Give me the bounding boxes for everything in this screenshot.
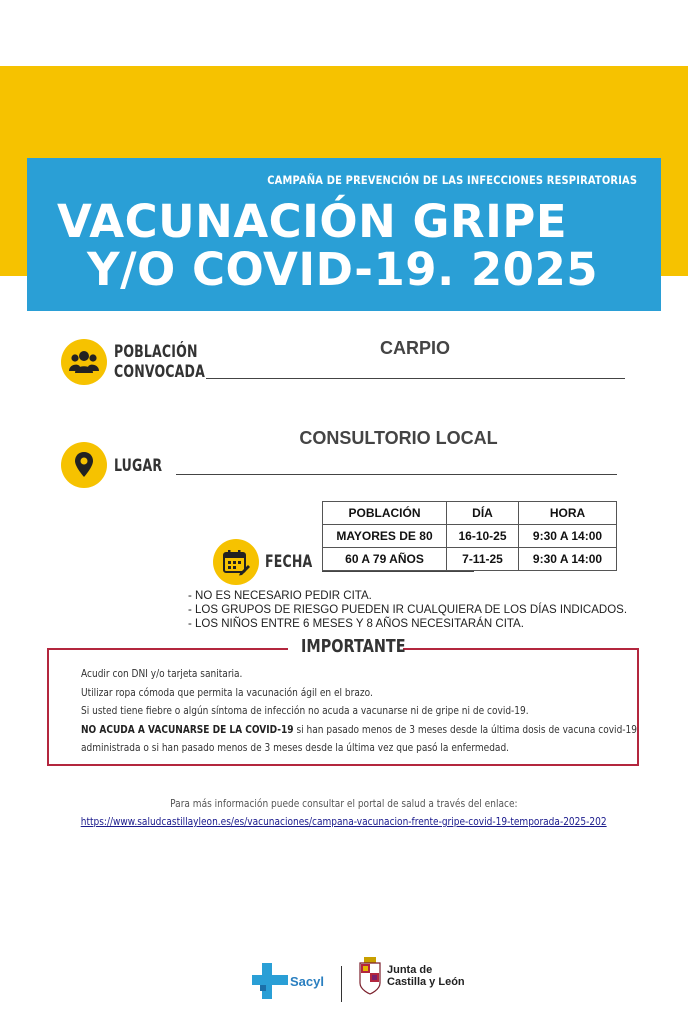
poblacion-underline: [206, 378, 625, 379]
important-line: NO ACUDA A VACUNARSE DE LA COVID-19 si han pasado menos de 3 meses desde la última dosis de vacuna covid-19: [81, 722, 638, 736]
important-text: [81, 665, 637, 758]
table-cell: 9:30 A 14:00: [519, 548, 617, 571]
note-item: - LOS NIÑOS ENTRE 6 MESES Y 8 AÑOS NECESITARÁN CITA.: [188, 618, 524, 630]
location-pin-icon: [61, 442, 107, 488]
title-line-2: Y/O COVID-19. 2025: [87, 243, 599, 296]
column-header: DÍA: [447, 502, 519, 525]
note-item: - LOS GRUPOS DE RIESGO PUEDEN IR CUALQUIERA DE LOS DÍAS INDICADOS.: [188, 604, 628, 616]
table-cell: 60 A 79 AÑOS: [323, 548, 447, 571]
important-line: Acudir con DNI y/o tarjeta sanitaria.: [81, 667, 243, 680]
fecha-label: FECHA: [265, 552, 313, 572]
column-header: POBLACIÓN: [323, 502, 447, 525]
sacyl-logo: [252, 963, 324, 999]
important-line: Si usted tiene fiebre o algún síntoma de infección no acuda a vacunarse ni de gripe ni de covid-19.: [81, 704, 529, 717]
table-header-row: [323, 502, 617, 525]
schedule-table: [322, 501, 617, 571]
poblacion-label: POBLACIÓN CONVOCADA: [114, 342, 205, 382]
table-row: [323, 548, 617, 571]
lugar-value: CONSULTORIO LOCAL: [299, 428, 498, 448]
fecha-underline: [322, 571, 474, 572]
notes-list: [188, 589, 627, 631]
banner-title-panel: [27, 158, 661, 311]
table-cell: 7-11-25: [447, 548, 519, 571]
poblacion-value: CARPIO: [379, 338, 450, 358]
people-icon: [61, 339, 107, 385]
calendar-icon: [213, 539, 259, 585]
table-cell: 16-10-25: [447, 525, 519, 548]
info-text: Para más información puede consultar el portal de salud a través del enlace:: [170, 797, 518, 810]
jcyl-name: Junta de Castilla y León: [387, 964, 465, 988]
campaign-subtitle: CAMPAÑA DE PREVENCIÓN DE LAS INFECCIONES RESPIRATORIAS: [267, 173, 637, 187]
column-header: HORA: [519, 502, 617, 525]
banner: [0, 66, 688, 296]
table-cell: 9:30 A 14:00: [519, 525, 617, 548]
title-line-1: VACUNACIÓN GRIPE: [57, 195, 568, 248]
important-line: administrada o si han pasado menos de 3 meses desde la última vez que pasó la enfermedad.: [81, 741, 510, 754]
sacyl-name: Sacyl: [290, 973, 324, 989]
important-line: Utilizar ropa cómoda que permita la vacunación ágil en el brazo.: [81, 685, 373, 699]
table-cell: MAYORES DE 80: [323, 525, 447, 548]
poster-title: [57, 195, 599, 296]
sacyl-cross-icon: [252, 963, 288, 999]
important-title: IMPORTANTE: [288, 633, 403, 661]
footer-divider: [341, 966, 342, 1002]
info-link[interactable]: https://www.saludcastillayleon.es/es/vacunaciones/campana-vacunacion-frente-gripe-covid-19-temporada-2025-202: [81, 815, 607, 828]
coat-of-arms-icon: [358, 957, 382, 995]
note-item: - NO ES NECESARIO PEDIR CITA.: [188, 590, 372, 602]
jcyl-logo: [358, 957, 465, 995]
lugar-label: LUGAR: [114, 456, 163, 476]
lugar-underline: [176, 474, 617, 475]
table-row: [323, 525, 617, 548]
